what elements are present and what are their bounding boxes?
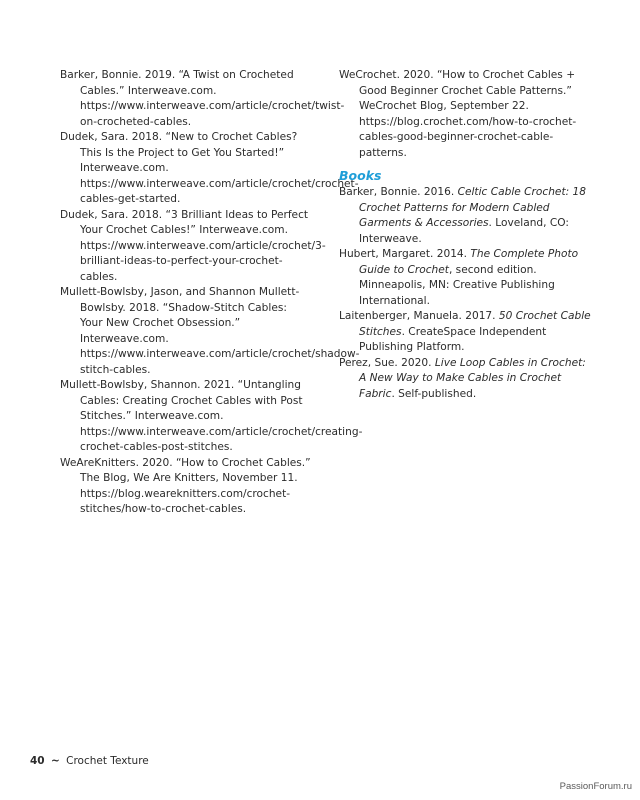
book-author-year: Hubert, Margaret. 2014. <box>339 248 471 260</box>
reference-entry: Barker, Bonnie. 2019. “A Twist on Crocheted Cables.” Interweave.com. https://www.interweave.com/article/crochet/twist-on-crocheted-cables. <box>60 69 345 128</box>
reference-entry: Mullett-Bowlsby, Shannon. 2021. “Untangling Cables: Creating Crochet Cables with Post Stitches.” Interweave.com. https://www.interweave.com/article/crochet/creating-crochet-cables-post-stitches. <box>60 379 363 453</box>
reference-entry: Mullett-Bowlsby, Jason, and Shannon Mullett-Bowlsby. 2018. “Shadow-Stitch Cables: Your New Crochet Obsession.” Interweave.com. https://www.interweave.com/article/crochet/shadow-stitch-cables. <box>60 286 360 376</box>
book-publisher: . Loveland, CO: Interweave. <box>359 217 569 245</box>
reference-entry: Dudek, Sara. 2018. “New to Crochet Cables? This Is the Project to Get You Started!” Interweave.com. https://www.interweave.com/article/crochet/crochet-cables-get-started. <box>60 131 359 205</box>
page-number: 40 <box>30 755 45 767</box>
right-column <box>339 68 591 402</box>
watermark: PassionForum.ru <box>559 781 632 792</box>
book-title: 50 Crochet Cable Stitches <box>359 310 591 338</box>
footer-book-title: Crochet Texture <box>66 755 149 767</box>
footer-separator: ~ <box>50 755 60 767</box>
book-author-year: Barker, Bonnie. 2016. <box>339 186 458 198</box>
book-publisher: , second edition. Minneapolis, MN: Creative Publishing International. <box>359 263 555 307</box>
book-entry <box>339 185 591 247</box>
book-author-year: Laitenberger, Manuela. 2017. <box>339 310 499 322</box>
reference-entry: WeCrochet. 2020. “How to Crochet Cables + Good Beginner Crochet Cable Patterns.” WeCrochet Blog, September 22. https://blog.crochet.com/how-to-crochet-cables-good-beginner-crochet-cable-patterns. <box>339 69 577 159</box>
book-entry <box>339 356 591 403</box>
book-title: Live Loop Cables in Crochet: A New Way to Make Cables in Crochet Fabric <box>359 356 586 400</box>
book-publisher: . Self-published. <box>391 387 477 400</box>
book-title: The Complete Photo Guide to Crochet <box>359 248 579 276</box>
book-entry <box>339 247 591 309</box>
books-heading: Books <box>339 168 382 183</box>
book-entry <box>339 309 591 356</box>
book-publisher: . CreateSpace Independent Publishing Platform. <box>359 325 547 353</box>
page-footer <box>30 755 149 767</box>
book-title: Celtic Cable Crochet: 18 Crochet Patterns for Modern Cabled Garments & Accessories <box>359 186 587 229</box>
reference-entry: Dudek, Sara. 2018. “3 Brilliant Ideas to Perfect Your Crochet Cables!” Interweave.com. https://www.interweave.com/article/crochet/3-brilliant-ideas-to-perfect-your-crochet-cables. <box>60 208 326 283</box>
book-author-year: Perez, Sue. 2020. <box>339 356 435 369</box>
reference-entry: WeAreKnitters. 2020. “How to Crochet Cables.” The Blog, We Are Knitters, November 11. https://blog.weareknitters.com/crochet-stitches/how-to-crochet-cables. <box>60 456 311 515</box>
